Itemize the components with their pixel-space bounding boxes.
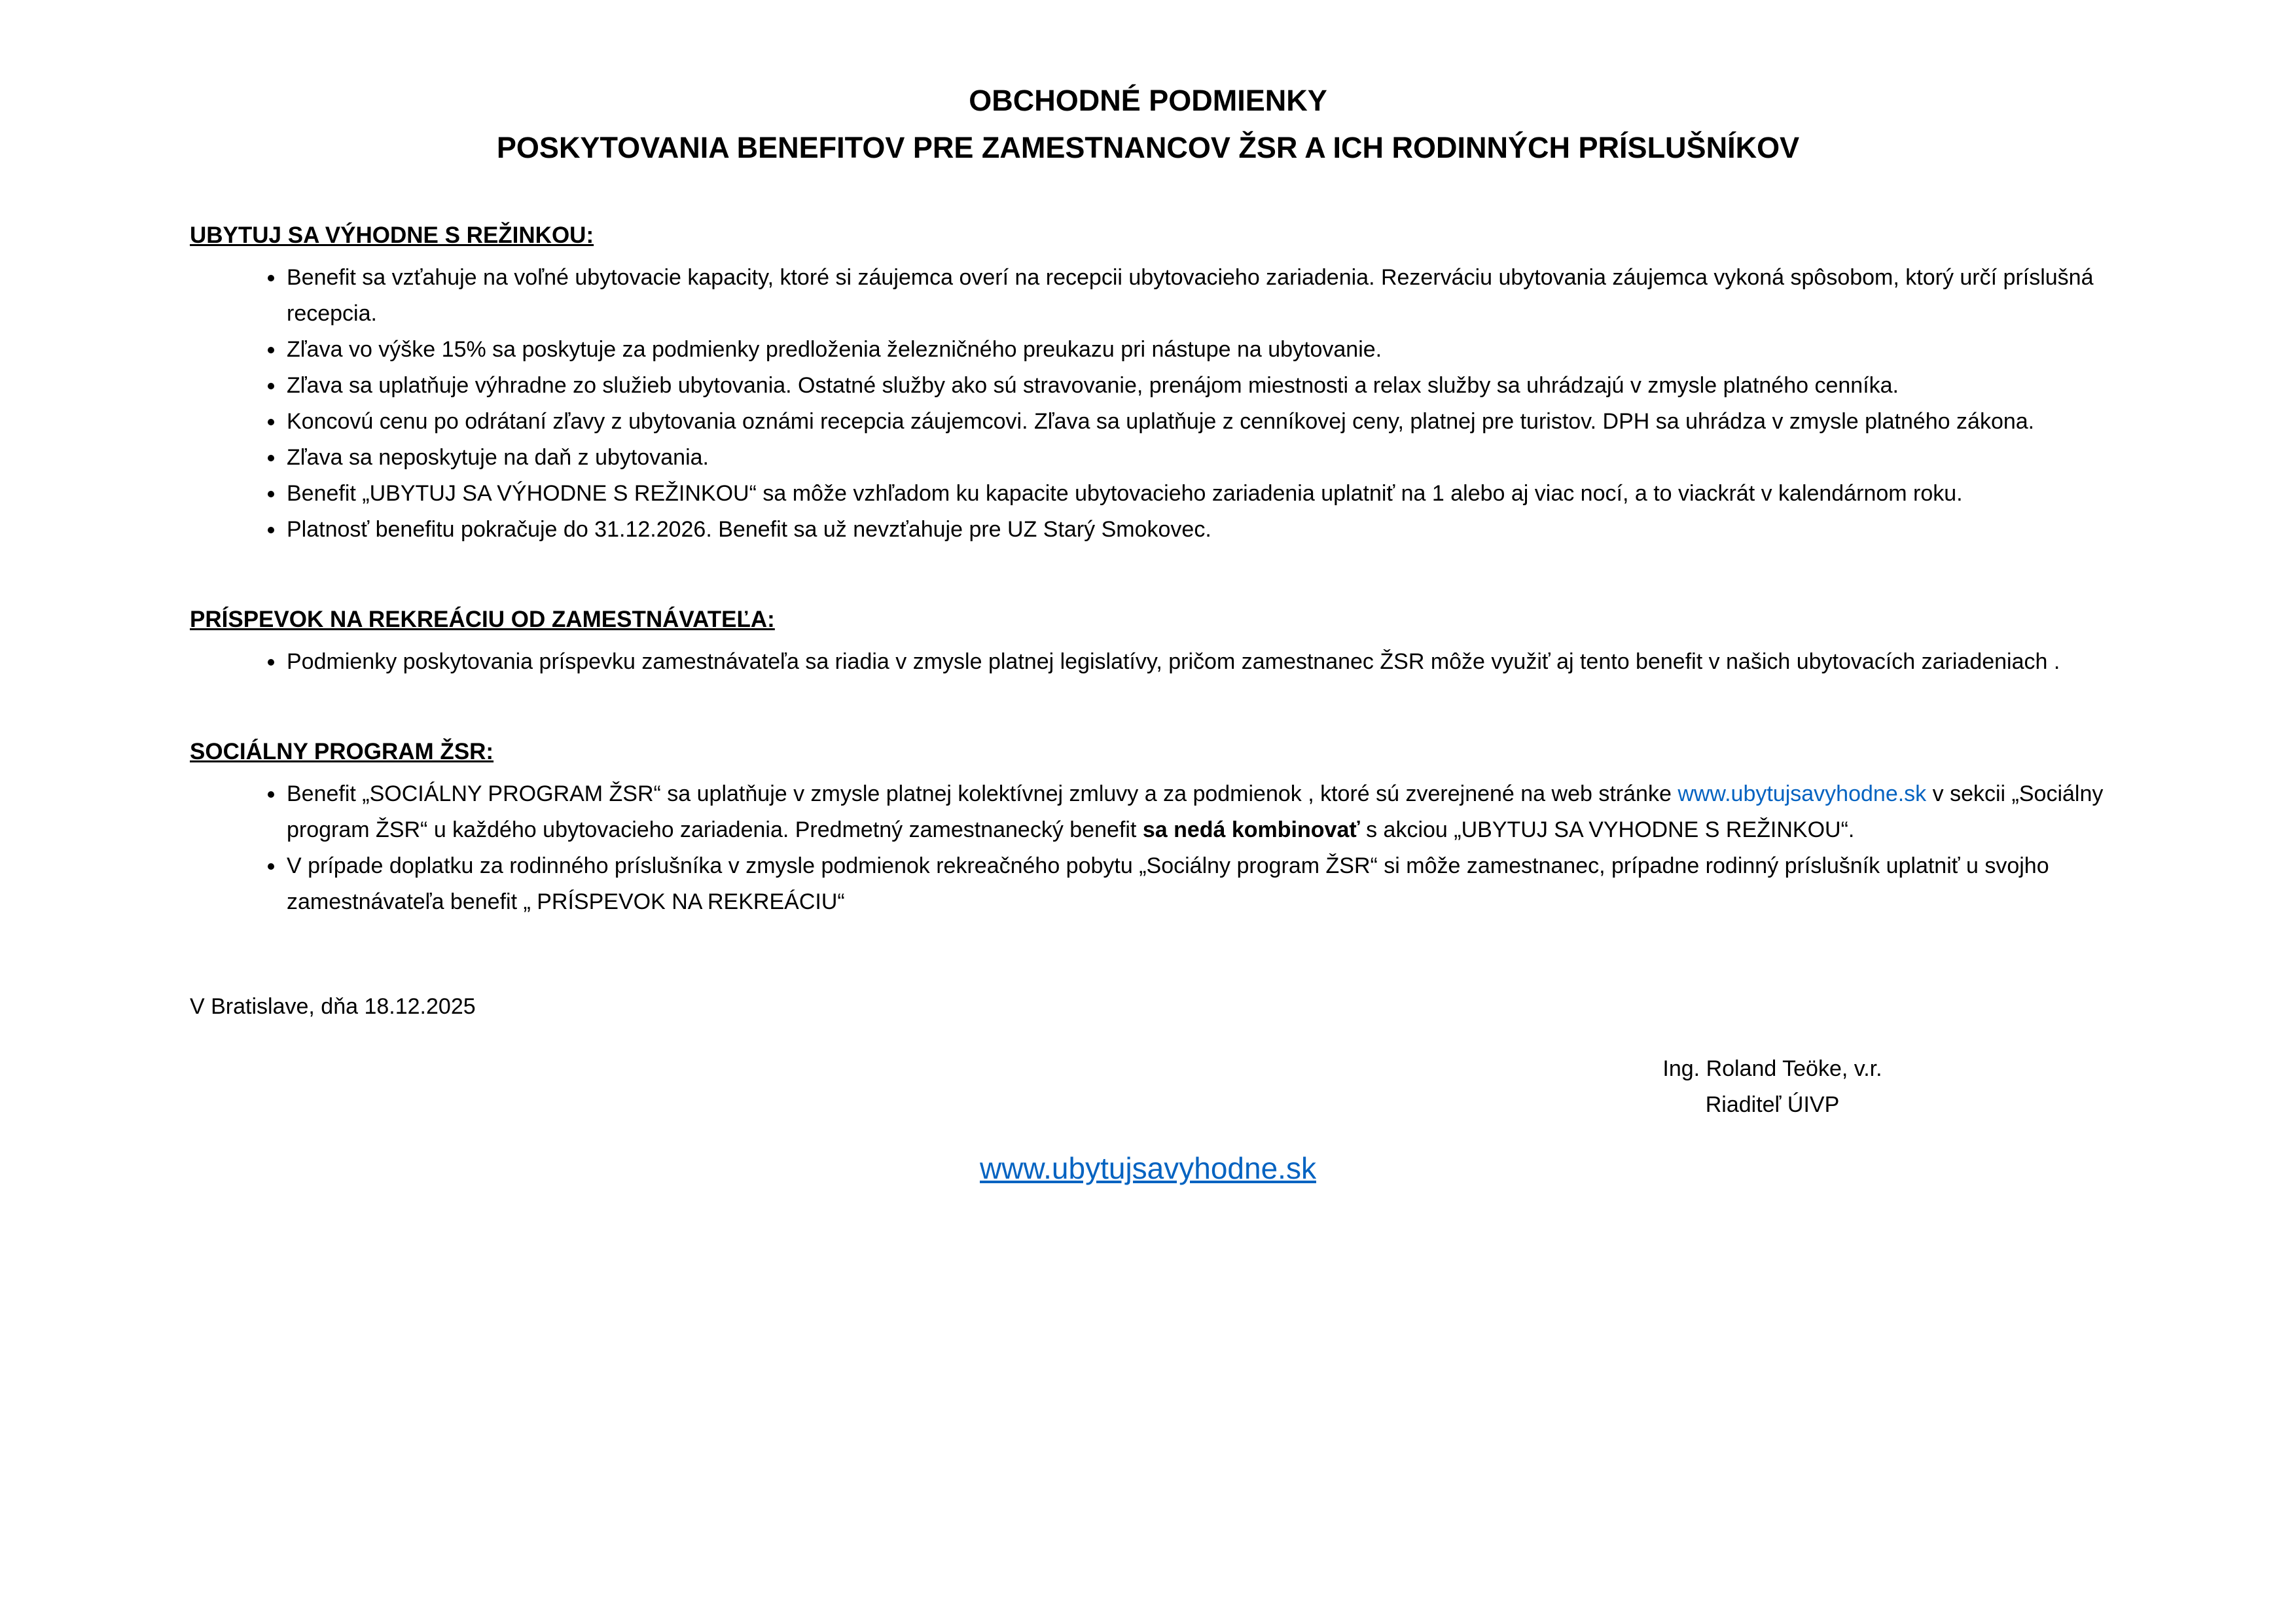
document-title [190,77,2106,171]
list-item: • Zľava sa uplatňuje výhradne zo služieb ubytovania. Ostatné služby ako sú stravovanie, prenájom miestnosti a relax služby sa uhrádzajú v zmysle platného cenníka. [285,368,2106,404]
website-link-row [190,1150,2106,1190]
title-line-1: OBCHODNÉ PODMIENKY [969,84,1327,117]
section-heading: PRÍSPEVOK NA REKREÁCIU OD ZAMESTNÁVATEĽA: [190,607,775,632]
section [190,217,2106,548]
date-line: V Bratislave, dňa 18.12.2025 [190,994,476,1019]
list-item: • Koncovú cenu po odrátaní zľavy z ubytovania oznámi recepcia záujemcovi. Zľava sa uplatňuje z cenníkovej ceny, platnej pre turistov. DPH sa uhrádza v zmysle platného zákona. [285,404,2106,440]
bullet-list [190,260,2106,548]
list-item: • Zľava vo výške 15% sa poskytuje za podmienky predloženia železničného preukazu pri nástupe na ubytovanie. [285,332,2106,368]
signature-block [1556,1051,1988,1123]
bold-text: sa nedá kombinovať [1142,817,1360,842]
section-heading: SOCIÁLNY PROGRAM ŽSR: [190,739,494,764]
list-item: • Benefit „UBYTUJ SA VÝHODNE S REŽINKOU“ sa môže vzhľadom ku kapacite ubytovacieho zariadenia uplatniť na 1 alebo aj viac nocí, a to viackrát v kalendárnom roku. [285,476,2106,512]
inline-link[interactable]: www.ubytujsavyhodne.sk [1677,781,1927,806]
section [190,601,2106,680]
list-item: • Platnosť benefitu pokračuje do 31.12.2026. Benefit sa už nevzťahuje pre UZ Starý Smokovec. [285,512,2106,548]
list-item: • Zľava sa neposkytuje na daň z ubytovania. [285,440,2106,476]
list-item: • Podmienky poskytovania príspevku zamestnávateľa sa riadia v zmysle platnej legislatívy, pričom zamestnanec ŽSR môže využiť aj tento benefit v našich ubytovacích zariadeniach . [285,644,2106,680]
website-link[interactable]: www.ubytujsavyhodne.sk [980,1151,1316,1185]
bullet-list [190,776,2106,920]
bullet-list [190,644,2106,680]
list-item: • Benefit sa vzťahuje na voľné ubytovacie kapacity, ktoré si záujemca overí na recepcii ubytovacieho zariadenia. Rezerváciu ubytovania záujemca vykoná spôsobom, ktorý určí príslušná recepcia. [285,260,2106,332]
sections [190,217,2106,920]
list-item: • V prípade doplatku za rodinného príslušníka v zmysle podmienok rekreačného pobytu „Sociálny program ŽSR“ si môže zamestnanec, prípadne rodinný príslušník uplatniť u svojho zamestnávateľa benefit „ PRÍSPEVOK NA REKREÁCIU“ [285,848,2106,920]
section [190,734,2106,920]
title-line-2: POSKYTOVANIA BENEFITOV PRE ZAMESTNANCOV ŽSR A ICH RODINNÝCH PRÍSLUŠNÍKOV [496,131,1800,164]
signature-name: Ing. Roland Teöke, v.r. [1662,1056,1882,1081]
signature-title: Riaditeľ ÚIVP [1705,1092,1840,1117]
list-item: • Benefit „SOCIÁLNY PROGRAM ŽSR“ sa uplatňuje v zmysle platnej kolektívnej zmluvy a za podmienok , ktoré sú zverejnené na web stránke www.ubytujsavyhodne.sk v sekcii „Sociálny program ŽSR“ u každého ubytovacieho zariadenia. Predmetný zamestnanecký benefit sa nedá kombinovať s akciou „UBYTUJ SA VYHODNE S REŽINKOU“. [285,776,2106,848]
section-heading: UBYTUJ SA VÝHODNE S REŽINKOU: [190,223,594,248]
